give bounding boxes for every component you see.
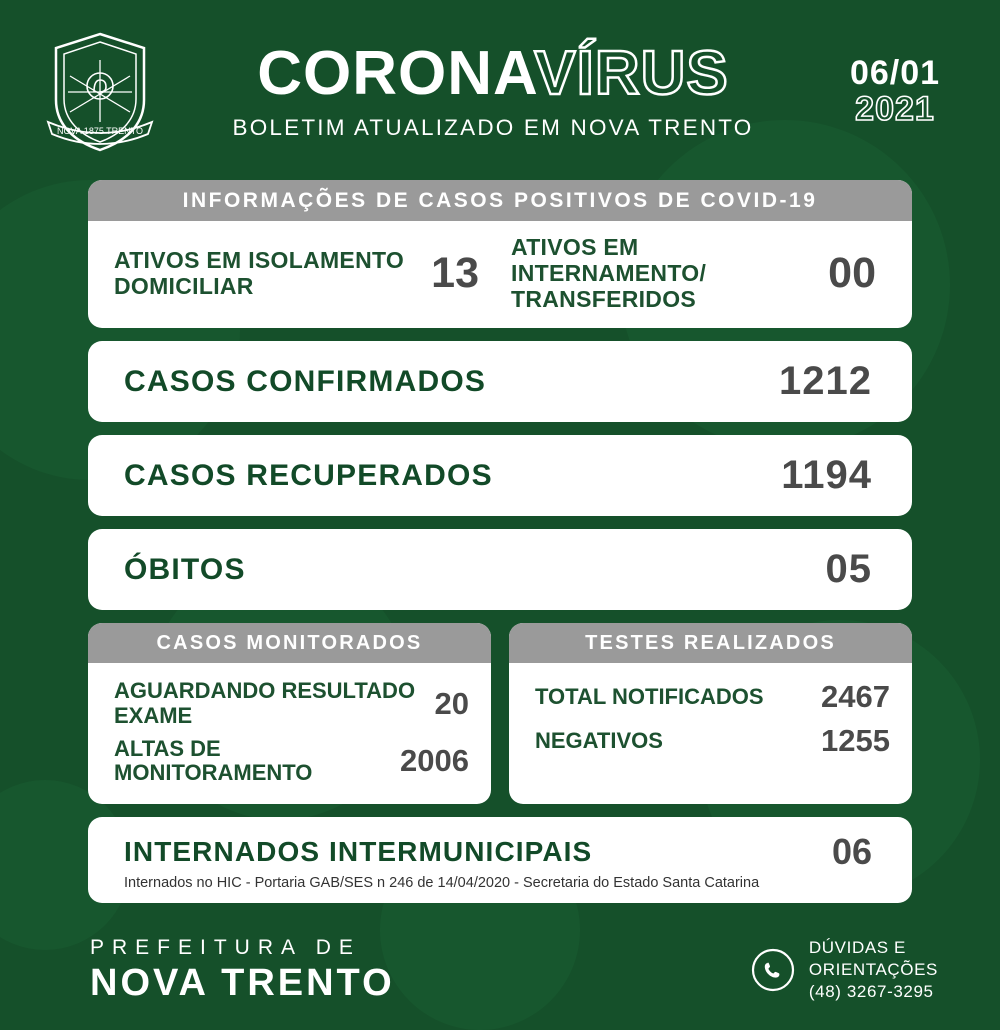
monitored-item	[88, 733, 491, 790]
active-hospitalized-value: 00	[828, 249, 876, 298]
negatives-value: 1255	[821, 723, 890, 759]
positive-cases-heading: INFORMAÇÕES DE CASOS POSITIVOS DE COVID-19	[88, 180, 912, 221]
recovered-cases-value: 1194	[781, 453, 872, 498]
prefecture-label: PREFEITURA DE	[90, 935, 361, 959]
tests-heading: TESTES REALIZADOS	[509, 623, 912, 663]
active-isolation-label: ATIVOS EM ISOLAMENTO DOMICILIAR	[114, 246, 405, 299]
date-year: 2021	[855, 90, 935, 128]
header	[0, 0, 1000, 172]
total-notified-label: TOTAL NOTIFICADOS	[535, 683, 764, 709]
active-hospitalized-label: ATIVOS EM INTERNAMENTO/ TRANSFERIDOS	[511, 234, 707, 312]
footer	[0, 916, 1000, 1005]
contact-phone: (48) 3267-3295	[808, 982, 934, 1002]
tests-card	[509, 623, 912, 804]
whatsapp-icon	[751, 948, 795, 992]
interned-label: INTERNADOS INTERMUNICIPAIS	[124, 835, 593, 867]
total-notified-value: 2467	[821, 679, 890, 715]
recovered-cases-row	[88, 435, 912, 516]
monitored-cases-heading: CASOS MONITORADOS	[88, 623, 491, 663]
monitoring-discharge-label: ALTAS DE MONITORAMENTO	[114, 735, 313, 786]
city-crest-icon	[40, 26, 160, 158]
monitored-item	[88, 675, 491, 732]
date-day: 06/01	[849, 54, 941, 93]
contact-text	[809, 937, 938, 1003]
confirmed-cases-value: 1212	[779, 359, 872, 404]
awaiting-exam-label: AGUARDANDO RESULTADO EXAME	[114, 678, 416, 728]
deaths-label: ÓBITOS	[124, 552, 246, 586]
cards-area	[0, 172, 1000, 903]
active-hospitalized-block	[489, 235, 886, 312]
svg-text:NOVA 1875 TRENTO: NOVA 1875 TRENTO	[56, 126, 144, 136]
test-item	[509, 675, 912, 719]
active-isolation-value: 13	[431, 249, 479, 298]
page-title	[166, 39, 820, 108]
footer-prefecture-block	[90, 936, 395, 1005]
recovered-cases-label: CASOS RECUPERADOS	[124, 458, 493, 492]
test-item	[509, 719, 912, 763]
interned-note: Internados no HIC - Portaria GAB/SES n 246 de 14/04/2020 - Secretaria do Estado Santa Catarina	[124, 874, 760, 891]
title-virus: VÍRUS	[534, 39, 729, 108]
interned-value: 06	[831, 830, 872, 872]
deaths-row	[88, 529, 912, 610]
intermunicipal-interned-card	[88, 817, 912, 903]
bulletin-date	[820, 56, 970, 127]
contact-line-2: ORIENTAÇÕES	[808, 960, 938, 980]
title-coronoa: CORONA	[257, 39, 535, 108]
confirmed-cases-label: CASOS CONFIRMADOS	[124, 364, 487, 398]
monitored-cases-card	[88, 623, 491, 804]
dual-section	[88, 623, 912, 804]
page-subtitle: BOLETIM ATUALIZADO EM NOVA TRENTO	[232, 115, 754, 140]
title-block	[160, 39, 820, 141]
deaths-value: 05	[825, 547, 872, 592]
contact-line-1: DÚVIDAS E	[808, 938, 906, 958]
monitoring-discharge-value: 2006	[400, 743, 469, 779]
active-isolation-block	[114, 248, 489, 300]
city-name: NOVA TRENTO	[90, 961, 395, 1004]
negatives-label: NEGATIVOS	[535, 727, 663, 753]
confirmed-cases-row	[88, 341, 912, 422]
footer-contact-block	[751, 937, 938, 1003]
awaiting-exam-value: 20	[434, 685, 469, 721]
positive-cases-card	[88, 180, 912, 328]
